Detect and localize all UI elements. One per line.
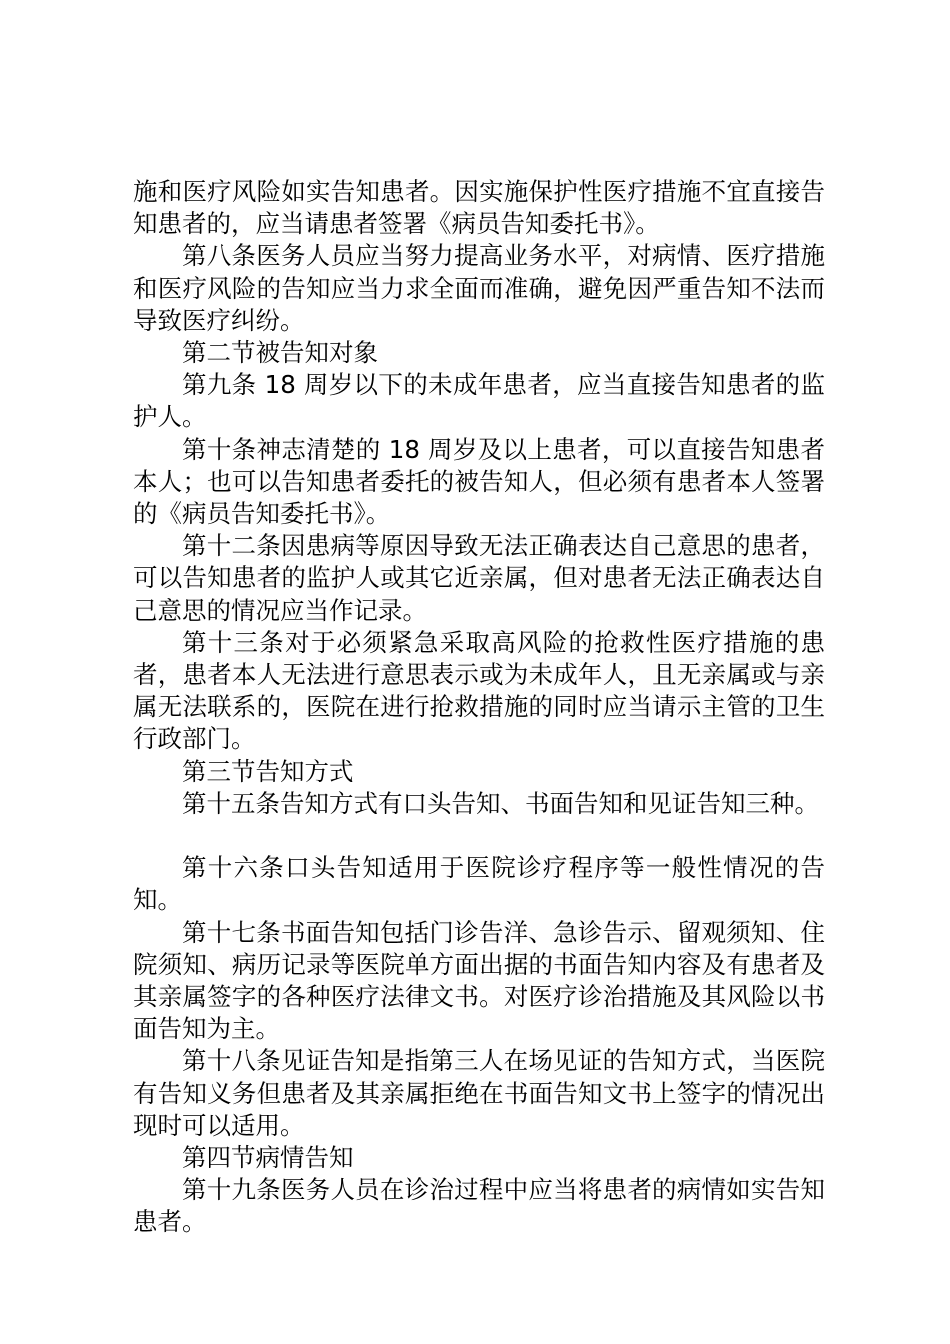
article-17: 第十七条书面告知包括门诊告洋、急诊告示、留观须知、住院须知、病历记录等医院单方面出据的书面告知内容及有患者及其亲属签字的各种医疗法律文书。对医疗诊治措施及其风险以书面告知为主。 [133,917,825,1044]
article-10: 第十条神志清楚的 18 周岁及以上患者，可以直接告知患者本人；也可以告知患者委托的被告知人，但必须有患者本人签署的《病员告知委托书》。 [133,434,825,529]
article-9: 第九条 18 周岁以下的未成年患者，应当直接告知患者的监护人。 [133,370,825,432]
article-12: 第十二条因患病等原因导致无法正确表达自己意思的患者，可以告知患者的监护人或其它近亲属，但对患者无法正确表达自己意思的情况应当作记录。 [133,531,825,625]
section-heading-3: 第三节告知方式 [182,756,354,786]
article-16: 第十六条口头告知适用于医院诊疗程序等一般性情况的告知。 [133,853,825,915]
article-15: 第十五条告知方式有口头告知、书面告知和见证告知三种。 [182,788,819,818]
paragraph-continued: 施和医疗风险如实告知患者。因实施保护性医疗措施不宜直接告知患者的，应当请患者签署《病员告知委托书》。 [133,177,825,239]
article-8: 第八条医务人员应当努力提高业务水平，对病情、医疗措施和医疗风险的告知应当力求全面而准确，避免因严重告知不法而导致医疗纠纷。 [133,241,825,335]
section-heading-2: 第二节被告知对象 [182,338,378,368]
blank-line [133,820,825,852]
article-18: 第十八条见证告知是指第三人在场见证的告知方式，当医院有告知义务但患者及其亲属拒绝在书面告知文书上签字的情况出现时可以适用。 [133,1046,825,1140]
article-19: 第十九条医务人员在诊治过程中应当将患者的病情如实告知患者。 [133,1175,825,1237]
article-13: 第十三条对于必须紧急采取高风险的抢救性医疗措施的患者，患者本人无法进行意思表示或为未成年人，且无亲属或与亲属无法联系的，医院在进行抢救措施的同时应当请示主管的卫生行政部门。 [133,627,825,754]
document-body [133,176,825,1239]
section-heading-4: 第四节病情告知 [182,1143,354,1173]
